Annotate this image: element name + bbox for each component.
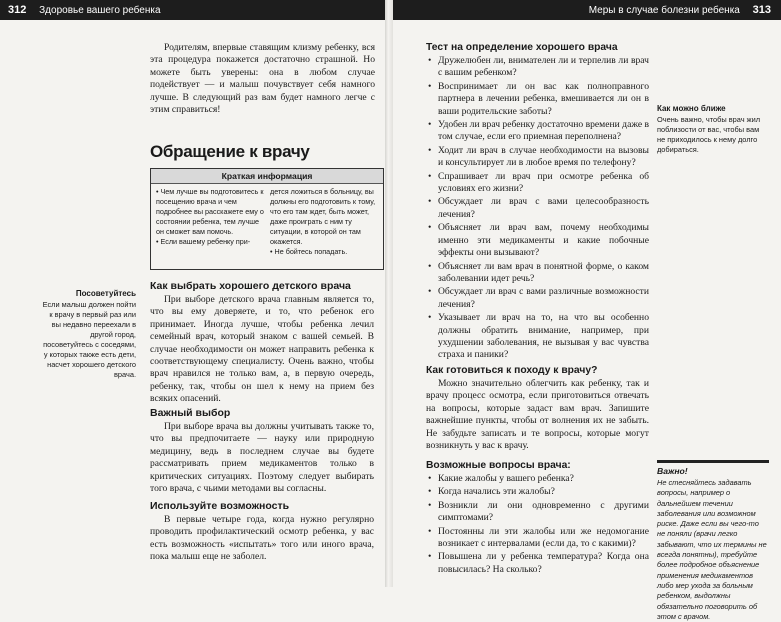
section-text: В первые четыре года, когда нужно регулярно проводить профилактический осмотр ребенка, у вас есть возможность «испытать» того или иного врача, пока малыш еще не заболел. (150, 514, 374, 563)
info-box-col-2 (267, 187, 381, 257)
list-item: • Обсуждает ли врач с вами различные возможности лечения? (426, 286, 649, 311)
info-box-text: • Не бойтесь попадать. (270, 247, 348, 256)
section-use-opportunity (150, 500, 374, 564)
list-item: • Ходит ли врач в случае необходимости на вызовы и консультирует ли в любое время по телефону? (426, 145, 649, 170)
doctor-questions (426, 460, 649, 577)
list-item: • Указывает ли врач на то, на что вы особенно должны обратить внимание, например, при ухудшении заболевания, не вызывая у вас чувства страха и паники? (426, 312, 649, 362)
section-title: Используйте возможность (150, 500, 290, 512)
section-text: При выборе детского врача главным является то, что вы ему доверяете, и то, что ребенок его принимает. Иногда лучше, чтобы ребенка лечил семейный врач, который знаком с вашей семьей. В случае необходимости он может направить ребенка к соответствующему специалисту. Очень важно, чтобы врач нравился не только вам, а, в первую очередь, ребенку, так, чтобы он шел к нему на прием без всяких опасений. (150, 294, 374, 405)
chapter-heading: Обращение к врачу (150, 142, 310, 161)
right-running-title: Меры в случае болезни ребенка (588, 5, 740, 16)
margin-note-text: Очень важно, чтобы врач жил поблизости от вас, чтобы вам не приходилось к нему долго добираться. (657, 115, 761, 154)
section-title: Как выбрать хорошего детского врача (150, 280, 351, 292)
section-text: При выборе врача вы должны учитывать также то, что вы предпочитаете — науку или природную медицину, ведь в последнем случае вы будете рассматривать прием медикаментов только в критических ситуациях. Поэтому следует выбирать того врача, с чьими методами вы согласны. (150, 421, 374, 495)
info-box-text: • Чем лучше вы подготовитесь к посещению врача и чем подробнее вы расскажете ему о состоянии ребенка, тем лучше он сможет вам помочь. (156, 187, 264, 236)
margin-note-advice (40, 289, 136, 380)
test-title: Тест на определение хорошего врача (426, 42, 618, 53)
margin-note-title: Посоветуйтесь (75, 289, 136, 298)
list-item: • Спрашивает ли врач при осмотре ребенка об условиях его жизни? (426, 171, 649, 196)
right-page-header (393, 0, 781, 20)
list-item: • Постоянны ли эти жалобы или же недомогание возникает с интервалами (если да, то с какими)? (426, 526, 649, 551)
right-page-number: 313 (752, 4, 771, 16)
margin-note-nearby (657, 104, 767, 155)
list-item: • Повышена ли у ребенка температура? Когда она повысилась? На сколько? (426, 551, 649, 576)
important-note-title: Важно! (657, 466, 688, 476)
list-item: • Когда начались эти жалобы? (426, 486, 649, 498)
list-item: • Возникли ли они одновременно с другими симптомами? (426, 500, 649, 525)
list-item: • Объясняет ли вам врач в понятной форме, о каком заболевании идет речь? (426, 261, 649, 286)
important-note (657, 460, 769, 622)
left-page-number: 312 (8, 4, 27, 16)
margin-note-text: Если малыш должен пойти к врачу в первый раз или вы недавно переехали в другой город, посоветуйтесь с соседями, у которых также есть дети, насчет хорошего детского врача. (42, 300, 136, 379)
info-box (150, 168, 384, 270)
section-title: Как готовиться к походу к врачу? (426, 365, 598, 376)
section-text: Можно значительно облегчить как ребенку, так и врачу процесс осмотра, если приготовиться отвечать на вопросы, которые задаст вам врач. Запишите важнейшие пункты, чтобы от волнения их не забыть. Не забудьте записать и те вопросы, которые могут возникнуть у вас к врачу. (426, 378, 649, 452)
list-item: • Обсуждает ли врач с вами целесообразность лечения? (426, 196, 649, 221)
important-note-text: Не стесняйтесь задавать вопросы, например о дальнейшем течении заболевания или возможном риске. Даже если вы чего-то не поняли (врачи легко забывают, что их термины не всегда понятны), требуйте более подробное объяснение применения медикаментов либо мер ухода за больным ребенком, выдолжны обязательно поговорить об этом с врачом. (657, 478, 767, 621)
book-gutter (385, 0, 393, 587)
questions-list (426, 473, 649, 576)
margin-note-title: Как можно ближе (657, 104, 726, 113)
info-box-title: Краткая информация (151, 169, 383, 184)
section-important-choice (150, 407, 374, 495)
list-item: • Какие жалобы у вашего ребенка? (426, 473, 649, 485)
section-prepare-visit (426, 365, 649, 452)
left-running-title: Здоровье вашего ребенка (39, 5, 161, 16)
important-note-rule (657, 460, 769, 463)
info-box-text: дется ложиться в больницу, вы должны его подготовить к тому, что его там ждет, быть может, даже проиграть с ним ту ситуации, в которой он там окажется. (270, 187, 376, 246)
list-item: • Воспринимает ли он вас как полноправного партнера в лечении ребенка, вмешивается ли он в ваши родительские заботы? (426, 81, 649, 118)
list-item: • Объясняет ли врач вам, почему необходимы именно эти медикаменты и какие побочные эффекты они вызывают? (426, 222, 649, 259)
test-list (426, 55, 649, 362)
section-title: Важный выбор (150, 407, 231, 419)
good-doctor-test (426, 42, 649, 363)
info-box-text: • Если вашему ребенку при- (156, 237, 251, 246)
left-page-header (0, 0, 385, 20)
list-item: • Удобен ли врач ребенку достаточно времени даже в том случае, если его приемная переполнена? (426, 119, 649, 144)
section-choose-doctor (150, 280, 374, 406)
section-title: Возможные вопросы врача: (426, 460, 571, 471)
info-box-col-1 (153, 187, 267, 257)
list-item: • Дружелюбен ли, внимателен ли и терпелив ли врач с вашим ребенком? (426, 55, 649, 80)
intro-paragraph: Родителям, впервые ставящим клизму ребенку, вся эта процедура покажется достаточно страшной. Но можете быть уверены: она в любом случае подействует — и малыш почувствует себя намного лучше. В следующий раз вам будет намного легче с этим справиться! (150, 42, 375, 116)
